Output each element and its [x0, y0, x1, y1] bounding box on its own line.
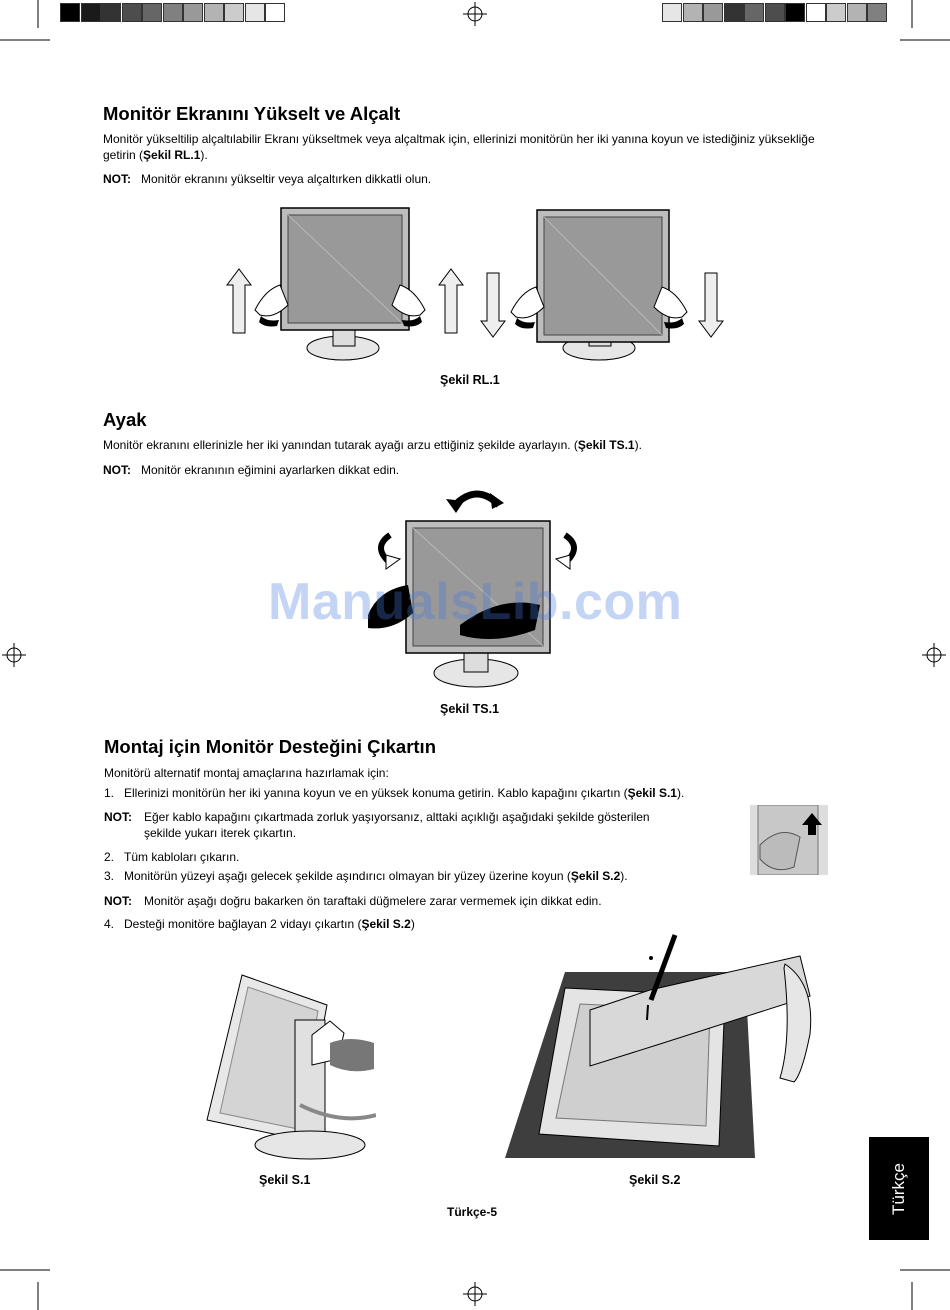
step-1: 1. Ellerinizi monitörün her iki yanına koyun ve en yüksek konuma getirin. Kablo kapağını çıkartın (Şekil S.1).: [104, 786, 685, 800]
monitor-left: [255, 208, 425, 360]
figure-cable-cover-push: [750, 805, 828, 875]
section-title-stand: Ayak: [103, 409, 147, 430]
section2-note: NOT: Monitör ekranının eğimini ayarlarken dikkat edin.: [103, 463, 400, 477]
step-3: 3. Monitörün yüzeyi aşağı gelecek şekilde aşındırıcı olmayan bir yüzey üzerine koyun (Şekil S.2).: [104, 869, 628, 883]
section1-note: NOT: Monitör ekranını yükseltir veya alçaltırken dikkatli olun.: [103, 172, 432, 186]
language-tab-label: Türkçe: [889, 1162, 908, 1215]
note-cable-cover: NOT: Eğer kablo kapağını çıkartmada zorluk yaşıyorsanız, alttaki açıklığı aşağıdaki şekilde gösterilen şekilde yukarı iterek çıkartın.: [104, 810, 650, 840]
figure-caption-ts1: Şekil TS.1: [440, 702, 500, 716]
figure-rl1-raise-lower: [225, 200, 725, 370]
step-4: 4. Desteği monitöre bağlayan 2 vidayı çıkartın (Şekil S.2): [104, 917, 415, 931]
figure-s1-cable-cover: [200, 965, 376, 1160]
page-number: Türkçe-5: [447, 1205, 498, 1219]
figure-caption-rl1: Şekil RL.1: [440, 373, 500, 387]
section-title-raise-lower: Monitör Ekranını Yükselt ve Alçalt: [103, 103, 401, 124]
section1-paragraph: Monitör yükseltilip alçaltılabilir Ekranı yükseltmek veya alçaltmak için, ellerinizi monitörün her iki yanına koyun ve istediğiniz yüksekliğe getirin (Şekil RL.1).: [103, 132, 815, 162]
figure-caption-s2: Şekil S.2: [629, 1173, 681, 1187]
section3-intro: Monitörü alternatif montaj amaçlarına hazırlamak için:: [104, 766, 389, 780]
section2-paragraph: Monitör ekranını ellerinizle her iki yanından tutarak ayağı arzu ettiğiniz şekilde ayarlayın. (Şekil TS.1).: [103, 438, 642, 452]
section-title-remove-stand: Montaj için Monitör Desteğini Çıkartın: [104, 736, 436, 757]
step-2: 2. Tüm kabloları çıkarın.: [104, 850, 240, 864]
language-tab: [869, 1137, 929, 1240]
monitor-right: [511, 210, 687, 360]
watermark: ManualsLib.com: [268, 573, 683, 631]
figure-s2-remove-screws: [505, 930, 815, 1160]
note-front-buttons: NOT: Monitör aşağı doğru bakarken ön taraftaki düğmelere zarar vermemek için dikkat edin.: [104, 894, 602, 908]
figure-caption-s1: Şekil S.1: [259, 1173, 311, 1187]
